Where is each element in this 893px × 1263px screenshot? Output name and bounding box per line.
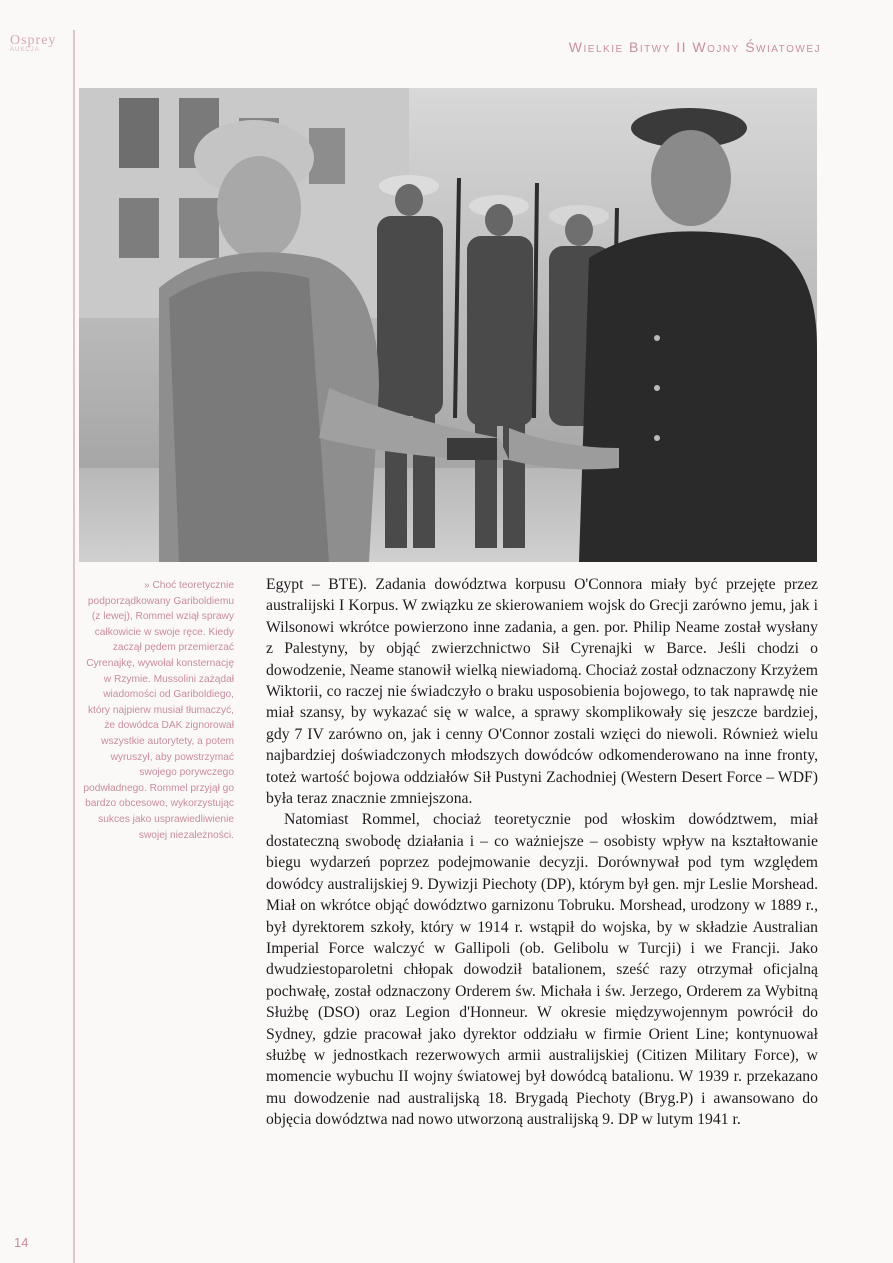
body-text [266,574,818,1131]
paragraph-1: Egypt – BTE). Zadania dowództwa korpusu O'Connora miały być przejęte przez australijski I Korpus. W związku ze skierowaniem wojsk do Grecji zarówno jemu, jak i Wilsonowi wkrótce powierzono inne zadania, a gen. por. Philip Neame został wysłany z Palestyny, by objąć zwierzchnictwo Sił Cyrenajki w Barce. Jeśli chodzi o dowodzenie, Neame stanowił wielką niewiadomą. Chociaż został odznaczony Krzyżem Wiktorii, co raczej nie świadczyło o braku usposobienia bojowego, to tak naprawdę nie miał szansy, by wykazać się w walce, a sprawy skomplikowały się jeszcze bardziej, gdy 7 IV zarówno on, jak i cenny O'Connor zostali wzięci do niewoli. Również wielu najbardziej doświadczonych młodszych dowódców odkomenderowano na inne fronty, toteż wartość bojowa oddziałów Sił Pustyni Zachodniej (Western Desert Force – WDF) była teraz znacznie zmniejszona. [266,576,818,808]
photo-illustration [79,88,817,562]
margin-rule [73,30,75,1263]
publisher-name: Osprey [10,33,57,48]
running-header: Wielkie Bitwy II Wojny Światowej [568,39,821,55]
paragraph-2: Natomiast Rommel, chociaż teoretycznie pod włoskim dowództwem, miał dostateczną swobodę działania i – co ważniejsze – osobisty wpływ na kształtowanie biegu wydarzeń poprzez podejmowanie decyzji. Dorównywał pod tym względem dowódcy australijskiej 9. Dywizji Piechoty (DP), którym był gen. mjr Leslie Morshead. Miał on wkrótce objąć dowództwo garnizonu Tobruku. Morshead, urodzony w 1889 r., był dyrektorem szkoły, który w 1914 r. wstąpił do wojska, by w składzie Australian Imperial Force walczyć w Gallipoli (ob. Gelibolu w Turcji) i we Francji. Jako dwudziestoparoletni chłopak dowodził batalionem, sześć razy otrzymał oficjalną pochwałę, został odznaczony Orderem św. Michała i św. Jerzego, Orderem za Wybitną Służbę (DSO) oraz Legion d'Honneur. W okresie międzywojennym powrócił do Sydney, gdzie pracował jako dyrektor oddziału w firmie Orient Line; kontynuował służbę w jednostkach rezerwowych armii australijskiej (Citizen Military Force), w momencie wybuchu II wojny światowej był dowódcą batalionu. W 1939 r. przekazano mu dowodzenie nad australijską 18. Brygadą Piechoty (Bryg.P) i awansowano do objęcia dowództwa nad nowo utworzoną australijską 9. DP w lutym 1941 r. [266,811,818,1129]
page-number: 14 [14,1235,29,1250]
publisher-logo [10,33,68,53]
photo-caption: » Choć teoretycznie podporządkowany Gariboldiemu (z lewej), Rommel wziął sprawy całkowicie w swoje ręce. Kiedy zaczął pędem przemierzać Cyrenajkę, wywołał konsternację w Rzymie. Mussolini zażądał wiadomości od Gariboldiego, który najpierw musiał tłumaczyć, że dowódca DAK zignorował wszystkie autorytety, a potem wyruszył, aby powstrzymać swojego porywczego podwładnego. Rommel przyjął go bardzo obcesowo, wykorzystując sukces jako usprawiedliwienie swojej niezależności. [83,580,234,841]
historical-photo [79,88,817,562]
publisher-subtitle: AUKCJA [10,47,40,53]
